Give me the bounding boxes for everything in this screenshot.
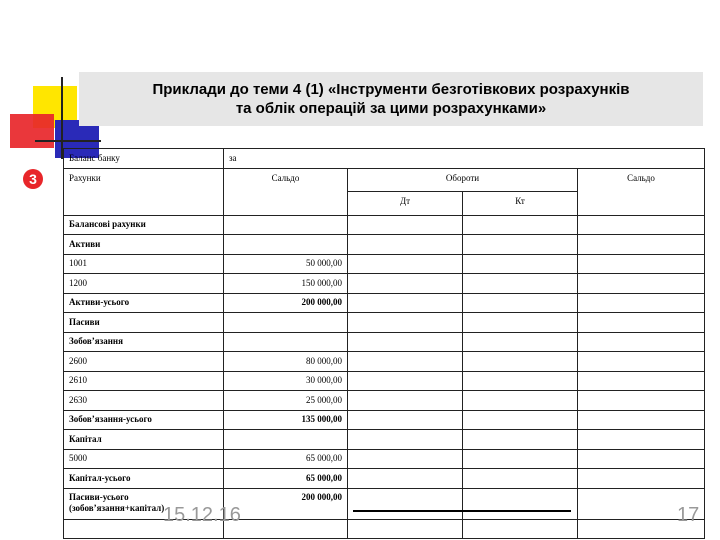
- empty-cell: [463, 449, 578, 469]
- row-amount: 65 000,00: [224, 449, 348, 469]
- footer-page-number: 17: [677, 504, 700, 526]
- row-amount: [224, 313, 348, 333]
- col-header-debit: Дт: [348, 192, 463, 216]
- empty-cell: [578, 313, 705, 333]
- table-row: [64, 410, 705, 430]
- title-box: [79, 72, 703, 126]
- empty-cell: [348, 488, 463, 519]
- empty-cell: [463, 352, 578, 372]
- table-row: [64, 332, 705, 352]
- empty-cell: [578, 235, 705, 255]
- col-header-balance-open: Сальдо: [224, 168, 348, 215]
- empty-cell: [348, 332, 463, 352]
- row-label: Зобов’язання-усього: [64, 410, 224, 430]
- table-header-row: [64, 168, 705, 192]
- empty-cell: [463, 371, 578, 391]
- empty-cell: [578, 215, 705, 235]
- row-label: 5000: [64, 449, 224, 469]
- row-label: Активи: [64, 235, 224, 255]
- row-amount: 200 000,00: [224, 488, 348, 519]
- empty-cell: [578, 293, 705, 313]
- empty-cell: [463, 519, 578, 539]
- empty-cell: [348, 352, 463, 372]
- row-label: 2610: [64, 371, 224, 391]
- bank-balance-table: [63, 148, 705, 539]
- empty-cell: [463, 293, 578, 313]
- date-for-label: за: [224, 149, 705, 169]
- slide-title-line2: та облік операцій за цими розрахунками»: [235, 100, 547, 117]
- empty-cell: [463, 430, 578, 450]
- empty-cell: [224, 519, 348, 539]
- row-amount: [224, 430, 348, 450]
- footer-date: 15.12.16: [163, 504, 241, 526]
- empty-cell: [463, 391, 578, 411]
- row-amount: 25 000,00: [224, 391, 348, 411]
- row-amount: 50 000,00: [224, 254, 348, 274]
- empty-cell: [578, 430, 705, 450]
- empty-cell: [348, 254, 463, 274]
- row-amount: 65 000,00: [224, 469, 348, 489]
- row-amount: 80 000,00: [224, 352, 348, 372]
- table-row: [64, 469, 705, 489]
- table-row: [64, 488, 705, 519]
- empty-cell: [463, 254, 578, 274]
- empty-cell: [578, 469, 705, 489]
- empty-cell: [463, 215, 578, 235]
- empty-cell: [348, 274, 463, 294]
- row-amount: 30 000,00: [224, 371, 348, 391]
- empty-cell: [348, 519, 463, 539]
- empty-cell: [578, 254, 705, 274]
- table-row: [64, 391, 705, 411]
- row-label: Капітал-усього: [64, 469, 224, 489]
- table-row: [64, 371, 705, 391]
- row-label: Балансові рахунки: [64, 215, 224, 235]
- empty-cell: [348, 449, 463, 469]
- bank-balance-label: Баланс банку: [64, 149, 224, 169]
- row-amount: 150 000,00: [224, 274, 348, 294]
- empty-cell: [348, 313, 463, 333]
- empty-cell: [463, 313, 578, 333]
- row-label: Капітал: [64, 430, 224, 450]
- deco-vertical-line: [61, 77, 63, 159]
- table-heading-row: [64, 149, 705, 169]
- table-row: [64, 274, 705, 294]
- row-label: 1001: [64, 254, 224, 274]
- table-row: [64, 235, 705, 255]
- empty-cell: [463, 332, 578, 352]
- empty-cell: [463, 235, 578, 255]
- empty-cell: [578, 391, 705, 411]
- empty-cell: [578, 410, 705, 430]
- col-header-balance-close: Сальдо: [578, 168, 705, 215]
- table-row: [64, 254, 705, 274]
- empty-cell: [348, 293, 463, 313]
- row-label: 2630: [64, 391, 224, 411]
- empty-cell: [463, 410, 578, 430]
- empty-cell: [578, 352, 705, 372]
- row-label: Зобов’язання: [64, 332, 224, 352]
- empty-cell: [463, 469, 578, 489]
- row-amount: 135 000,00: [224, 410, 348, 430]
- row-label-line1: Пасиви-усього: [69, 491, 129, 502]
- empty-cell: [578, 371, 705, 391]
- empty-cell: [348, 469, 463, 489]
- row-amount: [224, 215, 348, 235]
- table-row: [64, 352, 705, 372]
- table-row: [64, 215, 705, 235]
- table-row: [64, 430, 705, 450]
- col-header-accounts: Рахунки: [64, 168, 224, 215]
- slide-number-badge: 3: [23, 169, 43, 189]
- empty-cell: [348, 430, 463, 450]
- row-amount: 200 000,00: [224, 293, 348, 313]
- empty-cell: [348, 391, 463, 411]
- row-label: Пасиви: [64, 313, 224, 333]
- empty-cell: [578, 332, 705, 352]
- table-row: [64, 449, 705, 469]
- empty-cell: [578, 449, 705, 469]
- col-header-turnover: Обороти: [348, 168, 578, 192]
- empty-cell: [463, 274, 578, 294]
- empty-cell: [348, 215, 463, 235]
- empty-cell: [578, 274, 705, 294]
- deco-horizontal-line: [35, 140, 101, 142]
- row-label: Активи-усього: [64, 293, 224, 313]
- empty-cell: [348, 371, 463, 391]
- row-amount: [224, 235, 348, 255]
- empty-cell: [348, 410, 463, 430]
- empty-cell: [463, 488, 578, 519]
- empty-cell: [348, 235, 463, 255]
- row-label: 2600: [64, 352, 224, 372]
- slide-title-line1: Приклади до теми 4 (1) «Інструменти безготівкових розрахунків: [152, 81, 630, 98]
- table-row: [64, 519, 705, 539]
- table-row: [64, 293, 705, 313]
- row-label-line2: (зобов’язання+капітал): [69, 502, 165, 513]
- row-amount: [224, 332, 348, 352]
- col-header-credit: Кт: [463, 192, 578, 216]
- table-row: [64, 313, 705, 333]
- row-label: 1200: [64, 274, 224, 294]
- footer-rule: [353, 510, 571, 512]
- deco-red-square: [10, 114, 54, 148]
